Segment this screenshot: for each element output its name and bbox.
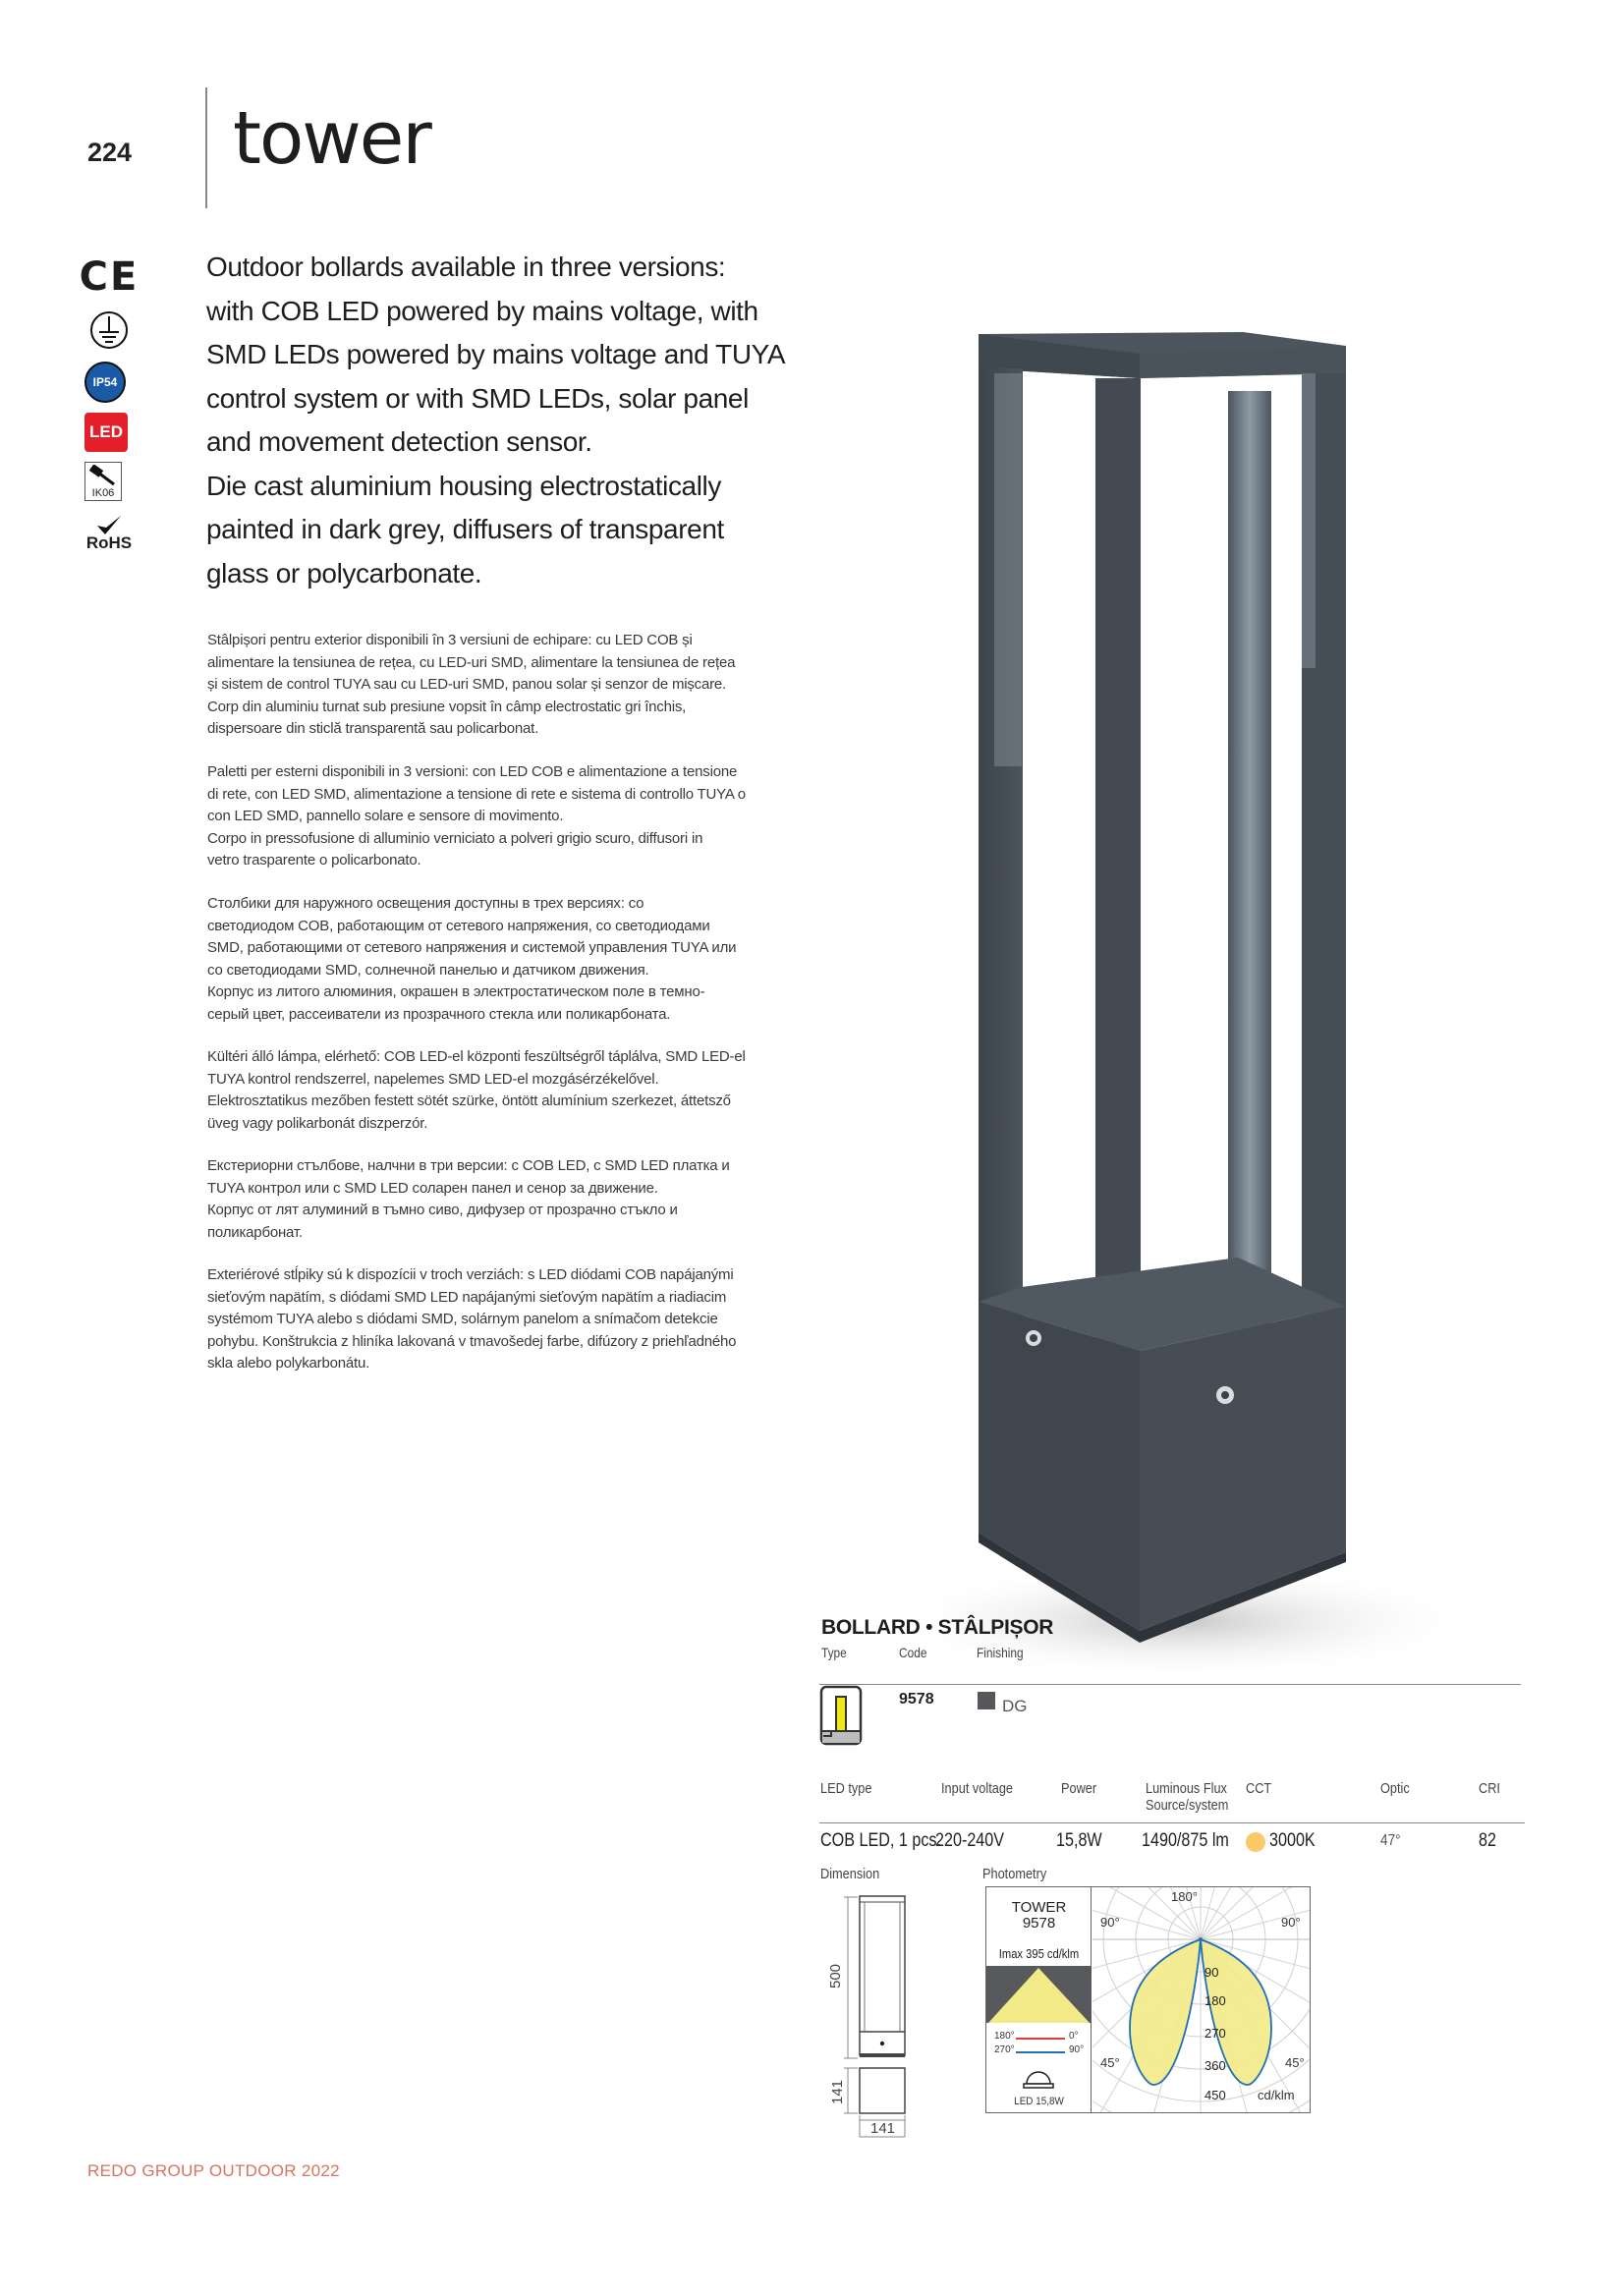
desc-line: светодиодом COB, работающим от сетевого напряжения, со светодиодами <box>207 917 710 934</box>
desc-line: Elektrosztatikus mezőben festett sötét szürke, öntött alumínium szerkezet, áttetsző <box>207 1092 731 1109</box>
description-hu <box>207 1046 797 1135</box>
radial-tick: 270 <box>1204 2026 1226 2041</box>
ip-rating-icon: IP54 <box>84 362 126 403</box>
led-dome-icon <box>1019 2064 1058 2092</box>
led-icon: LED <box>84 413 128 452</box>
angle-label-left: 90° <box>1100 1915 1120 1930</box>
lead-line: with COB LED powered by mains voltage, with <box>206 295 758 326</box>
rohs-check-icon <box>84 511 134 556</box>
lead-line: Die cast aluminium housing electrostatically <box>206 470 721 501</box>
certification-icons <box>79 254 140 566</box>
desc-line: Столбики для наружного освещения доступны в трех версиях: со <box>207 895 644 912</box>
footer-text: REDO GROUP OUTDOOR 2022 <box>87 2161 340 2180</box>
photometry-info-panel <box>986 1887 1092 2112</box>
description-bg <box>207 1155 797 1244</box>
photometry-imax: Imax 395 cd/klm <box>998 1946 1080 1961</box>
desc-line: skla alebo polykarbonátu. <box>207 1355 370 1372</box>
photometry-chart <box>985 1886 1311 2113</box>
finishing-value: DG <box>1002 1697 1028 1715</box>
spec-cct: 3000K <box>1269 1830 1316 1851</box>
legend-blue-right: 90° <box>1069 2044 1085 2055</box>
spec-header-input-voltage: Input voltage <box>941 1780 1014 1797</box>
desc-line: di rete, con LED SMD, alimentazione a tensione di rete e sistema di controllo TUYA o <box>207 785 746 803</box>
flux-header-line: Luminous Flux <box>1146 1780 1227 1797</box>
column-finishing-label: Finishing <box>977 1645 1024 1660</box>
desc-line: alimentare la tensiunea de rețea, cu LED-uri SMD, alimentare la tensiunea de rețea <box>207 653 736 671</box>
polar-grid-spoke <box>1201 1887 1310 1939</box>
desc-line: sieťovým napätím, s diódami SMD LED napájanými sieťovým napätím a riadiacim <box>207 1288 727 1306</box>
lead-line: painted in dark grey, diffusers of transparent <box>206 514 724 544</box>
desc-line: Корпус из литого алюминия, окрашен в электростатическом поле в темно- <box>207 983 705 1000</box>
description-sk <box>207 1264 797 1375</box>
radial-tick: 360 <box>1204 2058 1226 2073</box>
desc-line: üveg vagy polikarbonát diszperzór. <box>207 1114 428 1132</box>
radial-tick: 450 <box>1204 2088 1226 2102</box>
flux-header-line: Source/system <box>1146 1797 1229 1814</box>
desc-line: dispersoare din sticlă transparentă sau policarbonat. <box>207 720 539 737</box>
spec-divider <box>819 1822 1525 1823</box>
dimension-width: 141 <box>870 2120 896 2137</box>
finishing-swatch <box>978 1692 995 1709</box>
angle-label-right: 90° <box>1281 1915 1301 1930</box>
desc-line: TUYA контрол или с SMD LED соларен панел и сенор за движение. <box>207 1179 658 1197</box>
desc-line: серый цвет, рассеиватели из прозрачного стекла или поликарбоната. <box>207 1005 671 1023</box>
lead-line: glass or polycarbonate. <box>206 557 482 588</box>
desc-line: și sistem de control TUYA sau cu LED-uri SMD, panou solar și senzor de mișcare. <box>207 676 727 693</box>
photometry-led-label: LED 15,8W <box>1014 2096 1064 2107</box>
spec-cri: 82 <box>1479 1830 1496 1851</box>
spec-header-cri: CRI <box>1479 1780 1500 1797</box>
desc-line: поликарбонат. <box>207 1223 303 1241</box>
radial-tick: 180 <box>1204 1993 1226 2008</box>
legend-blue-line <box>1016 2051 1065 2053</box>
desc-line: Corpo in pressofusione di alluminio verniciato a polveri grigio scuro, diffusori in <box>207 829 703 847</box>
dimension-drawing <box>815 1891 914 2152</box>
desc-line: со светодиодами SMD, солнечной панелью и датчиком движения. <box>207 961 649 979</box>
ce-mark-icon: CE <box>79 254 140 300</box>
photometry-label: Photometry <box>982 1866 1047 1882</box>
angle-label-bottom-right: 45° <box>1285 2055 1305 2070</box>
description-ru <box>207 893 797 1026</box>
lead-line: control system or with SMD LEDs, solar panel <box>206 382 749 414</box>
dimension-depth: 141 <box>829 2079 847 2105</box>
bollard-type-icon <box>819 1685 886 1752</box>
desc-line: pohybu. Konštrukcia z hliníka lakovaná v tmavošedej farbe, difúzory z priehľadného <box>207 1332 737 1350</box>
polar-diagram <box>1092 1887 1310 2112</box>
legend-red-line <box>1016 2038 1065 2040</box>
desc-line: vetro trasparente o policarbonato. <box>207 852 421 868</box>
lead-line: and movement detection sensor. <box>206 426 592 457</box>
angle-label-top: 180° <box>1171 1889 1198 1904</box>
page-title: tower <box>233 96 430 181</box>
rohs-label: RoHS <box>85 533 133 552</box>
column-code-label: Code <box>899 1645 927 1660</box>
lead-description <box>206 246 796 595</box>
polar-grid-spoke <box>1201 1887 1310 1939</box>
earth-ground-icon <box>84 308 134 352</box>
spec-input-voltage: 220-240V <box>935 1830 1005 1851</box>
desc-line: Kültéri álló lámpa, elérhető: COB LED-el központi feszültségről táplálva, SMD LED-el <box>207 1048 746 1065</box>
spec-optic: 47° <box>1380 1832 1401 1849</box>
desc-line: Корпус от лят алуминий в тъмно сиво, дифузер от прозрачно стъкло и <box>207 1202 678 1218</box>
desc-line: Paletti per esterni disponibili in 3 versioni: con LED COB e alimentazione a tensione <box>207 763 738 780</box>
page-number: 224 <box>87 138 133 167</box>
lead-line: Outdoor bollards available in three versions: <box>206 252 726 282</box>
photometry-product-code: 9578 <box>1022 1915 1056 1932</box>
desc-line: con LED SMD, pannello solare e sensore di movimento. <box>207 808 564 824</box>
beam-angle-icon <box>986 1966 1092 2025</box>
angle-label-bottom-left: 45° <box>1100 2055 1120 2070</box>
spec-header-luminous-flux <box>1146 1780 1228 1814</box>
radial-tick: 90 <box>1204 1965 1219 1980</box>
desc-line: systémom TUYA alebo s diódami SMD, solárnym panelom a snímačom detekcie <box>207 1311 718 1327</box>
impact-hammer-icon <box>84 462 122 501</box>
photometry-product-name: TOWER <box>1011 1899 1067 1916</box>
desc-line: Stâlpișori pentru exterior disponibili în 3 versiuni de echipare: cu LED COB și <box>207 632 693 648</box>
desc-line: Екстериорни стълбове, налчни в три версии: с COB LED, с SMD LED платка и <box>207 1157 730 1174</box>
spec-header-optic: Optic <box>1380 1780 1410 1797</box>
legend-blue-left: 270° <box>994 2044 1015 2055</box>
spec-header-cct: CCT <box>1246 1780 1272 1797</box>
polar-grid-spoke <box>1201 1887 1266 1939</box>
product-heading: BOLLARD • STÂLPIȘOR <box>821 1616 1054 1639</box>
column-type-label: Type <box>821 1645 847 1660</box>
spec-luminous-flux: 1490/875 lm <box>1142 1830 1229 1851</box>
desc-line: TUYA kontrol rendszerrel, napelemes SMD LED-el mozgásérzékelővel. <box>207 1070 659 1088</box>
description-ro <box>207 630 797 741</box>
polar-origin <box>1199 1937 1203 1941</box>
luminous-intensity-lobe <box>1130 1939 1201 2085</box>
spec-power: 15,8W <box>1056 1830 1102 1851</box>
desc-line: SMD, работающими от сетевого напряжения и системой управления TUYA или <box>207 939 737 956</box>
product-code: 9578 <box>899 1691 934 1708</box>
desc-line: Corp din aluminiu turnat sub presiune vopsit în câmp electrostatic gri închis, <box>207 698 687 715</box>
legend-red-right: 0° <box>1069 2031 1079 2042</box>
polar-grid-spoke <box>1201 1887 1310 1939</box>
lead-line: SMD LEDs powered by mains voltage and TUYA <box>206 339 786 369</box>
spec-led-type: COB LED, 1 pcs. <box>820 1830 941 1851</box>
cct-color-dot <box>1246 1832 1265 1852</box>
description-it <box>207 761 797 872</box>
photometry-unit: cd/klm <box>1258 2088 1295 2102</box>
dimension-height: 500 <box>827 1963 845 1989</box>
polar-grid-spoke <box>1201 1887 1310 1939</box>
desc-line: Exteriérové stĺpiky sú k dispozícii v troch verziách: s LED diódami COB napájanými <box>207 1266 734 1283</box>
spec-header-power: Power <box>1061 1780 1097 1797</box>
title-divider <box>205 87 207 208</box>
product-photo <box>943 314 1493 1670</box>
ik-rating-label: IK06 <box>91 487 115 499</box>
legend-red-left: 180° <box>994 2031 1015 2042</box>
table-divider <box>819 1684 1521 1685</box>
spec-header-led-type: LED type <box>820 1780 872 1797</box>
dimension-label: Dimension <box>820 1866 880 1882</box>
